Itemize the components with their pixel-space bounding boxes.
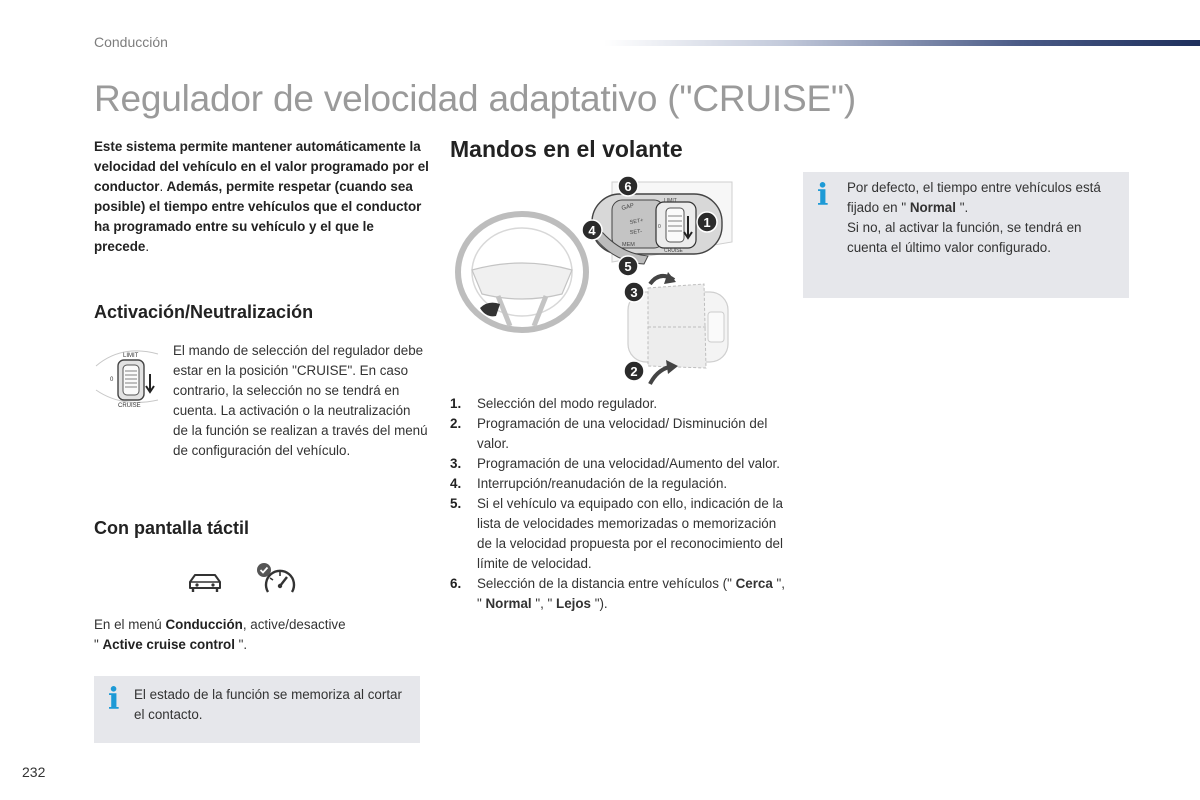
list-item-number: 2.: [450, 416, 462, 431]
lever-label-set-minus: SET-: [629, 228, 643, 236]
callout-label-3: 3: [630, 285, 638, 300]
list-item-number: 6.: [450, 576, 462, 591]
option-normal: Normal: [485, 596, 532, 611]
option-cerca: Cerca: [735, 576, 773, 591]
option-lejos: Lejos: [556, 596, 591, 611]
item6-sep-2: ", ": [531, 596, 557, 611]
callout-label-4: 4: [588, 223, 596, 238]
page-title: Regulador de velocidad adaptativo ("CRUISE"): [94, 78, 856, 119]
option-name: Active cruise control: [102, 637, 235, 652]
cruise-speedometer-icon: [254, 560, 298, 600]
section-label: Conducción: [94, 34, 168, 50]
touch-text-prefix: En el menú: [94, 617, 166, 632]
info-icon: i: [108, 682, 120, 717]
list-item: [450, 494, 785, 574]
activation-text: El mando de selección del regulador debe estar en la posición "CRUISE". En caso contrario, la selección no se tendrá en cuenta. La activación o la neutralización de la función se realizan a través del menú de configuración del vehículo.: [173, 343, 428, 458]
callout-1: [697, 212, 717, 232]
controls-list: [450, 394, 785, 614]
switch-label-limit: LIMIT: [123, 353, 139, 359]
list-item: [450, 574, 785, 614]
list-item: [450, 394, 785, 414]
touch-text-middle: , active/desactive: [242, 617, 346, 632]
info-box-memory: [94, 676, 420, 743]
switch-label-off: 0: [110, 377, 114, 383]
info-memory-text: El estado de la función se memoriza al cortar el contacto.: [134, 687, 402, 722]
callout-6: [618, 176, 638, 196]
list-item-number: 1.: [450, 396, 462, 411]
quote-close: ".: [234, 637, 248, 652]
touchscreen-text: [94, 615, 424, 655]
info-default-text: [847, 178, 1123, 258]
callout-2: [624, 361, 644, 381]
lever-label-cruise: CRUISE: [664, 248, 683, 254]
list-item-number: 4.: [450, 476, 462, 491]
intro-bold-1: Este sistema permite mantener automáticamente la velocidad del vehículo en el valor programado por el conductor: [94, 139, 429, 194]
quote-open: ": [94, 637, 103, 652]
callout-label-1: 1: [703, 215, 711, 230]
info-last-value-text: Si no, al activar la función, se tendrá en cuenta el último valor configurado.: [847, 220, 1082, 255]
callout-label-2: 2: [630, 364, 638, 379]
page-number: 232: [22, 764, 46, 780]
controls-heading: Mandos en el volante: [450, 136, 683, 162]
callout-5: [618, 256, 638, 276]
menu-name: Conducción: [165, 617, 243, 632]
info-box-default-gap: [803, 172, 1129, 298]
intro-dot-1: .: [159, 179, 164, 194]
info-default-prefix: Por defecto, el tiempo entre vehículos está fijado en ": [847, 180, 1101, 215]
switch-label-cruise: CRUISE: [118, 403, 141, 409]
list-item-text: Selección del modo regulador.: [477, 396, 658, 411]
lever-label-off: 0: [658, 224, 661, 230]
list-item: [450, 474, 785, 494]
header-bar: [604, 40, 1200, 46]
lever-label-set-plus: SET+: [629, 217, 645, 226]
list-item: [450, 454, 785, 474]
steering-wheel-controls-illustration: [452, 172, 742, 392]
steering-wheel-graphic: [458, 214, 586, 330]
activation-heading: Activación/Neutralización: [94, 302, 314, 322]
intro-bold-2: Además, permite respetar (cuando sea posible) el tiempo entre vehículos que el conductor ha programado entre su vehículo y el que le precede: [94, 179, 422, 254]
item6-suffix: ").: [591, 596, 608, 611]
list-item-text: Programación de una velocidad/Aumento del valor.: [477, 456, 780, 471]
list-item: [450, 414, 785, 454]
lever-label-limit: LIMIT: [664, 198, 677, 204]
callout-4: [582, 220, 602, 240]
list-item-number: 3.: [450, 456, 462, 471]
intro-paragraph: [94, 137, 429, 257]
touchscreen-heading: Con pantalla táctil: [94, 518, 250, 538]
info-default-normal: Normal: [909, 200, 956, 215]
list-item-text: Si el vehículo va equipado con ello, indicación de la lista de velocidades memorizadas o memorización de la velocidad propuesta por el reconocimiento del límite de velocidad.: [477, 496, 783, 571]
info-icon: i: [817, 178, 829, 213]
mode-selector-illustration: [92, 340, 166, 410]
item6-sep-1: ", ": [477, 576, 786, 611]
callout-3: [624, 282, 644, 302]
list-item-number: 5.: [450, 496, 462, 511]
info-default-suffix: ".: [955, 200, 969, 215]
lever-label-mem: MEM: [622, 242, 635, 248]
car-icon: [186, 568, 226, 598]
item6-prefix: Selección de la distancia entre vehículos (": [477, 576, 736, 591]
list-item-text: Interrupción/reanudación de la regulación.: [477, 476, 728, 491]
intro-dot-2: .: [145, 239, 150, 254]
lever-label-gap: GAP: [621, 203, 635, 212]
callout-label-5: 5: [624, 259, 632, 274]
callout-label-6: 6: [624, 179, 632, 194]
list-item-text: Programación de una velocidad/ Disminución del valor.: [477, 416, 768, 451]
